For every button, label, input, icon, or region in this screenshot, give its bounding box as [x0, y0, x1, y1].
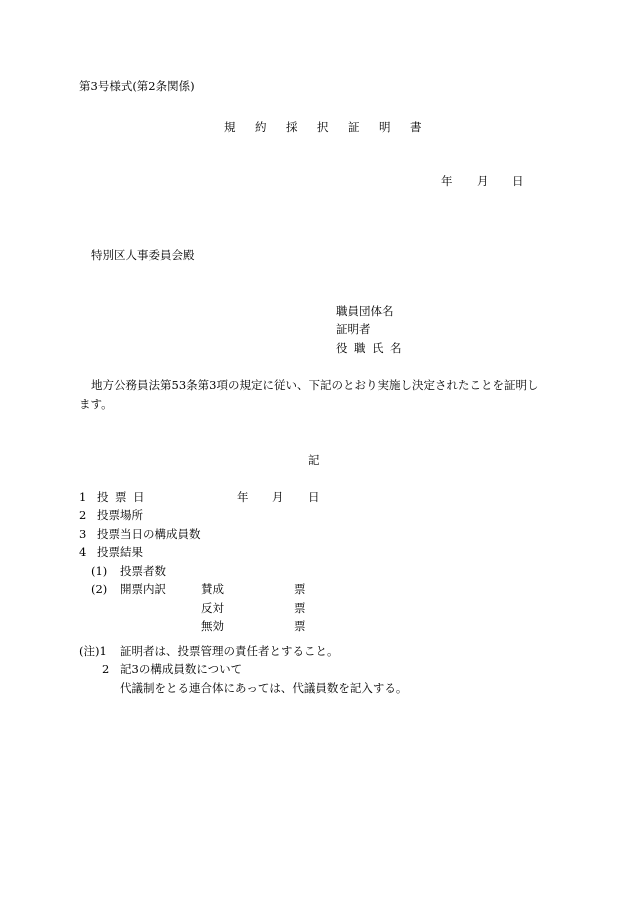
sub-2-number: (2): [91, 582, 108, 596]
breakdown-label-approve: 賛成: [201, 582, 224, 596]
date-day: 日: [512, 174, 524, 188]
item-1-char: 投: [97, 490, 109, 504]
title-char: 約: [255, 120, 267, 134]
item-2-label: 投票場所: [97, 508, 143, 522]
sub-1-number: (1): [91, 564, 108, 578]
addressee: 特別区人事委員会殿: [91, 248, 195, 262]
item-3-number: 3: [79, 527, 87, 541]
position-name-label: [336, 343, 402, 355]
breakdown-unit-approve: 票: [294, 582, 306, 596]
title-char: 書: [410, 120, 422, 134]
notes-prefix: (注)1: [79, 644, 107, 658]
date-month: 月: [477, 174, 489, 188]
note-2-detail: 代議制をとる連合体にあっては、代議員数を記入する。: [120, 681, 408, 695]
item-2-number: 2: [79, 508, 87, 522]
document-title: [224, 122, 422, 134]
position-char: 役: [336, 341, 348, 355]
title-char: 証: [348, 120, 360, 134]
item-4-number: 4: [79, 545, 87, 559]
date-year: 年: [441, 174, 453, 188]
breakdown-unit-oppose: 票: [294, 601, 306, 615]
item-1-number: 1: [79, 490, 87, 504]
item-4-label: 投票結果: [97, 545, 143, 559]
org-name-label: 職員団体名: [336, 304, 394, 318]
breakdown-label-oppose: 反対: [201, 601, 224, 615]
item-1-month: 月: [272, 490, 284, 504]
title-char: 採: [286, 120, 298, 134]
form-label: 第3号様式(第2条関係): [79, 79, 195, 93]
item-3-label: 投票当日の構成員数: [97, 527, 201, 541]
note-2-number: 2: [102, 662, 110, 676]
note-1: 証明者は、投票管理の責任者とすること。: [120, 644, 339, 658]
breakdown-unit-invalid: 票: [294, 619, 306, 633]
item-1-day: 日: [308, 490, 320, 504]
title-char: 規: [224, 120, 236, 134]
item-1-label: [97, 492, 145, 504]
breakdown-label-invalid: 無効: [201, 619, 224, 633]
body-line-1: 地方公務員法第53条第3項の規定に従い、下記のとおり実施し決定されたことを証明し: [91, 378, 539, 392]
title-char: 明: [379, 120, 391, 134]
position-char: 職: [354, 341, 366, 355]
note-2: 記3の構成員数について: [120, 662, 243, 676]
certifier-label: 証明者: [336, 322, 371, 336]
sub-1-label: 投票者数: [120, 564, 166, 578]
item-1-char: 日: [133, 490, 145, 504]
ki-heading: 記: [308, 453, 320, 467]
item-1-year: 年: [237, 490, 249, 504]
sub-2-label: 開票内訳: [120, 582, 166, 596]
body-line-2: ます。: [79, 397, 113, 411]
position-char: 氏: [372, 341, 384, 355]
position-char: 名: [390, 341, 402, 355]
item-1-char: 票: [115, 490, 127, 504]
title-char: 択: [317, 120, 329, 134]
